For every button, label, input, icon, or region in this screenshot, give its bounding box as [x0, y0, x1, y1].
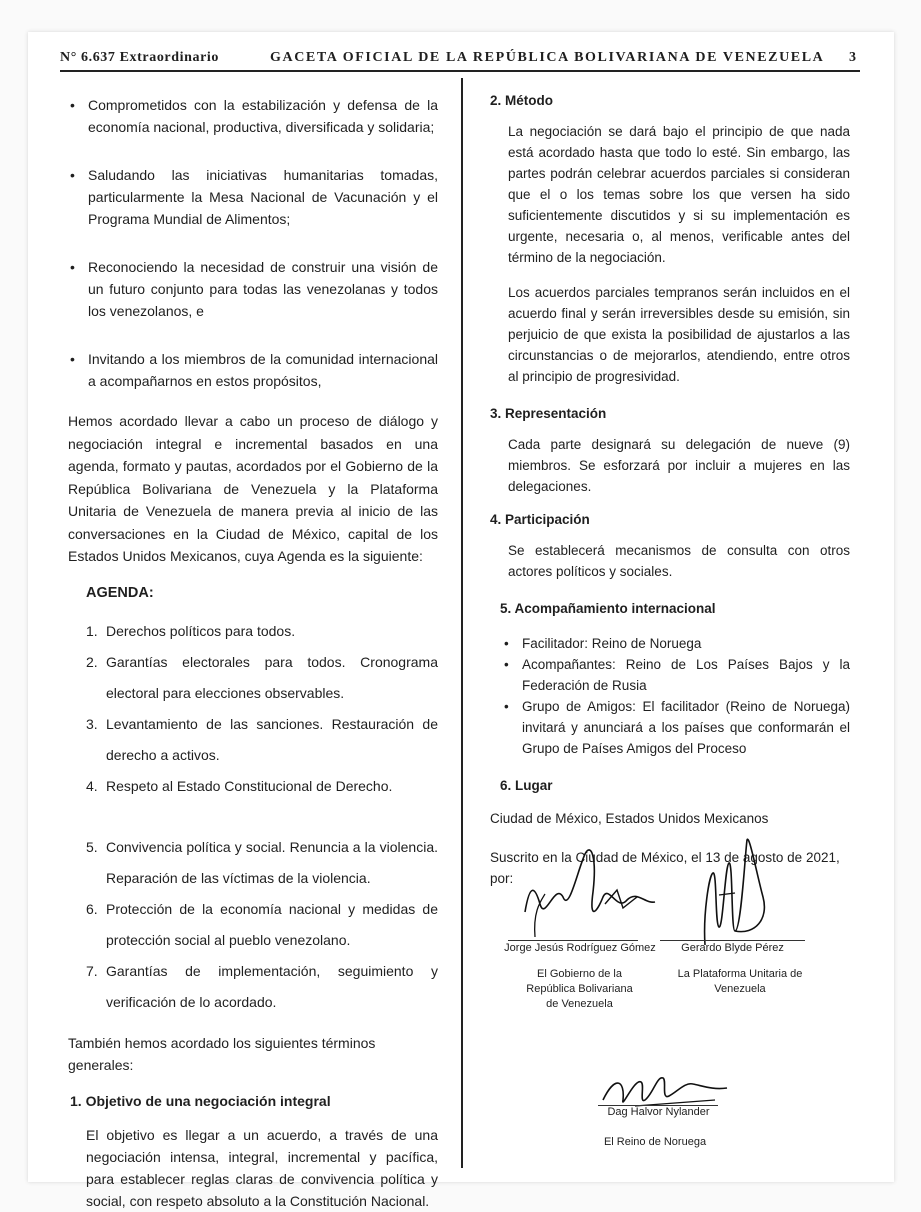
bullet-icon: •: [70, 259, 75, 275]
signatory-org: El Reino de Noruega: [603, 1136, 707, 1148]
agenda-number: 4.: [86, 777, 98, 794]
agenda-item: [86, 771, 438, 802]
section-text: Cada parte designará su delegación de nueve (9) miembros. Se esforzará por incluir a mujeres en las delegaciones.: [508, 437, 850, 494]
section-heading: 3. Representación: [490, 406, 607, 421]
agenda-number: 7.: [86, 962, 98, 979]
bullet-text: Acompañantes: Reino de Los Países Bajos y la Federación de Rusia: [522, 657, 850, 693]
list-item: [68, 256, 438, 322]
right-column: [490, 90, 850, 889]
bullet-text: Saludando las iniciativas humanitarias tomadas, particularmente la Mesa Nacional de Vacunación y el Programa Mundial de Alimentos;: [88, 167, 438, 227]
agenda-title: AGENDA:: [86, 584, 154, 601]
bullet-icon: •: [504, 636, 509, 651]
section-heading: 2. Método: [490, 93, 553, 108]
section-heading: 6. Lugar: [500, 778, 553, 793]
agenda-text: Levantamiento de las sanciones. Restauración de derecho a activos.: [106, 715, 438, 763]
agenda-item: [86, 832, 438, 894]
page-number: 3: [849, 50, 856, 65]
agenda-text: Protección de la economía nacional y medidas de protección social al pueblo venezolano.: [106, 900, 438, 948]
agenda-number: 3.: [86, 715, 98, 732]
section-text: La negociación se dará bajo el principio de que nada está acordado hasta que todo lo esté. Sin embargo, las partes podrán celebrar acuerdos parciales si consideran que el o los temas sobre los que versen ha sido suficientemente discutidos y si su implementación es urgente, necesaria o, al menos, verificable antes del término de la negociación.: [508, 124, 850, 265]
list-item: [502, 696, 850, 759]
terms-intro: También hemos acordado los siguientes términos generales:: [68, 1034, 376, 1073]
bullet-text: Invitando a los miembros de la comunidad internacional a acompañarnos en estos propósitos,: [88, 351, 438, 389]
bullet-icon: •: [504, 657, 509, 672]
section-heading: 5. Acompañamiento internacional: [500, 601, 716, 616]
column-divider: [461, 78, 463, 1168]
list-item: [68, 348, 438, 392]
signatory-org: La Plataforma Unitaria de Venezuela: [677, 968, 803, 995]
agenda-number: 6.: [86, 900, 98, 917]
list-item: [68, 94, 438, 138]
section-text: El objetivo es llegar a un acuerdo, a través de una negociación intensa, integral, incremental y pacífica, para establecer reglas claras de convivencia política y social, con respeto absoluto a la Constitución Nacional.: [86, 1126, 438, 1209]
section-heading: 1. Objetivo de una negociación integral: [70, 1092, 331, 1109]
agenda-item: [86, 647, 438, 709]
agenda-text: Derechos políticos para todos.: [106, 622, 296, 639]
agenda-number: 1.: [86, 622, 98, 639]
section-text: Los acuerdos parciales tempranos serán incluidos en el acuerdo final y serán irreversibles desde su emisión, sin perjuicio de que exista la posibilidad de ajustarlos a las circunstancias o de mejorarlos, atendiendo, entre otros al principio de progresividad.: [508, 285, 850, 384]
bullet-text: Comprometidos con la estabilización y defensa de la economía nacional, productiva, diversificada y solidaria;: [88, 97, 438, 135]
list-item: [502, 654, 850, 696]
companion-list: [490, 633, 850, 759]
bullet-icon: •: [70, 351, 75, 367]
signing-statement: Suscrito en la Ciudad de México, el 13 de agosto de 2021, por:: [490, 850, 840, 886]
signature-blyde: [675, 835, 785, 955]
bullet-text: Facilitador: Reino de Noruega: [522, 636, 702, 651]
agenda-item: [86, 956, 438, 1018]
gazette-header: [60, 48, 860, 72]
agenda-number: 5.: [86, 838, 98, 855]
left-column: [68, 90, 438, 1212]
gazette-title: GACETA OFICIAL DE LA REPÚBLICA BOLIVARIANA DE VENEZUELA: [270, 50, 825, 65]
agenda-list: [68, 616, 438, 1018]
list-item: [68, 164, 438, 230]
agenda-text: Garantías electorales para todos. Cronograma electoral para elecciones observables.: [106, 653, 438, 701]
agenda-item: [86, 616, 438, 647]
section-text: Ciudad de México, Estados Unidos Mexicanos: [490, 811, 769, 826]
intro-paragraph: Hemos acordado llevar a cabo un proceso de diálogo y negociación integral e incremental basados en una agenda, formato y pautas, acordados por el Gobierno de la República Bolivariana de Venezuela y la Plataforma Unitaria de Venezuela de manera previa al inicio de las conversaciones en la Ciudad de México, capital de los Estados Unidos Mexicanos, cuya Agenda es la siguiente:: [68, 413, 438, 564]
signatory-name: Gerardo Blyde Pérez: [681, 942, 784, 954]
bullet-icon: •: [70, 167, 75, 183]
issue-number: N° 6.637 Extraordinario: [60, 50, 220, 65]
signatory-org: El Gobierno de la República Bolivariana de Venezuela: [526, 968, 633, 1010]
signature-rodriguez: [505, 842, 675, 942]
agenda-item: [86, 709, 438, 771]
section-heading: 4. Participación: [490, 512, 590, 527]
bullet-icon: •: [70, 97, 75, 113]
agenda-text: Garantías de implementación, seguimiento y verificación de lo acordado.: [106, 962, 438, 1010]
list-item: [502, 633, 850, 654]
agenda-text: Respeto al Estado Constitucional de Derecho.: [106, 777, 393, 794]
agenda-number: 2.: [86, 653, 98, 670]
signatory-name: Jorge Jesús Rodríguez Gómez: [504, 942, 656, 954]
agenda-item: [86, 894, 438, 956]
bullet-text: Reconociendo la necesidad de construir una visión de un futuro conjunto para todas las venezolanas y todos los venezolanos, e: [88, 259, 438, 319]
signatory-name: Dag Halvor Nylander: [607, 1106, 710, 1118]
bullet-icon: •: [504, 699, 509, 714]
agenda-text: Convivencia política y social. Renuncia a la violencia. Reparación de las víctimas de la violencia.: [106, 838, 438, 886]
bullet-text: Grupo de Amigos: El facilitador (Reino de Noruega) invitará y anunciará a los países que conformarán el Grupo de Países Amigos del Proceso: [522, 699, 850, 756]
section-text: Se establecerá mecanismos de consulta con otros actores políticos y sociales.: [508, 543, 850, 579]
